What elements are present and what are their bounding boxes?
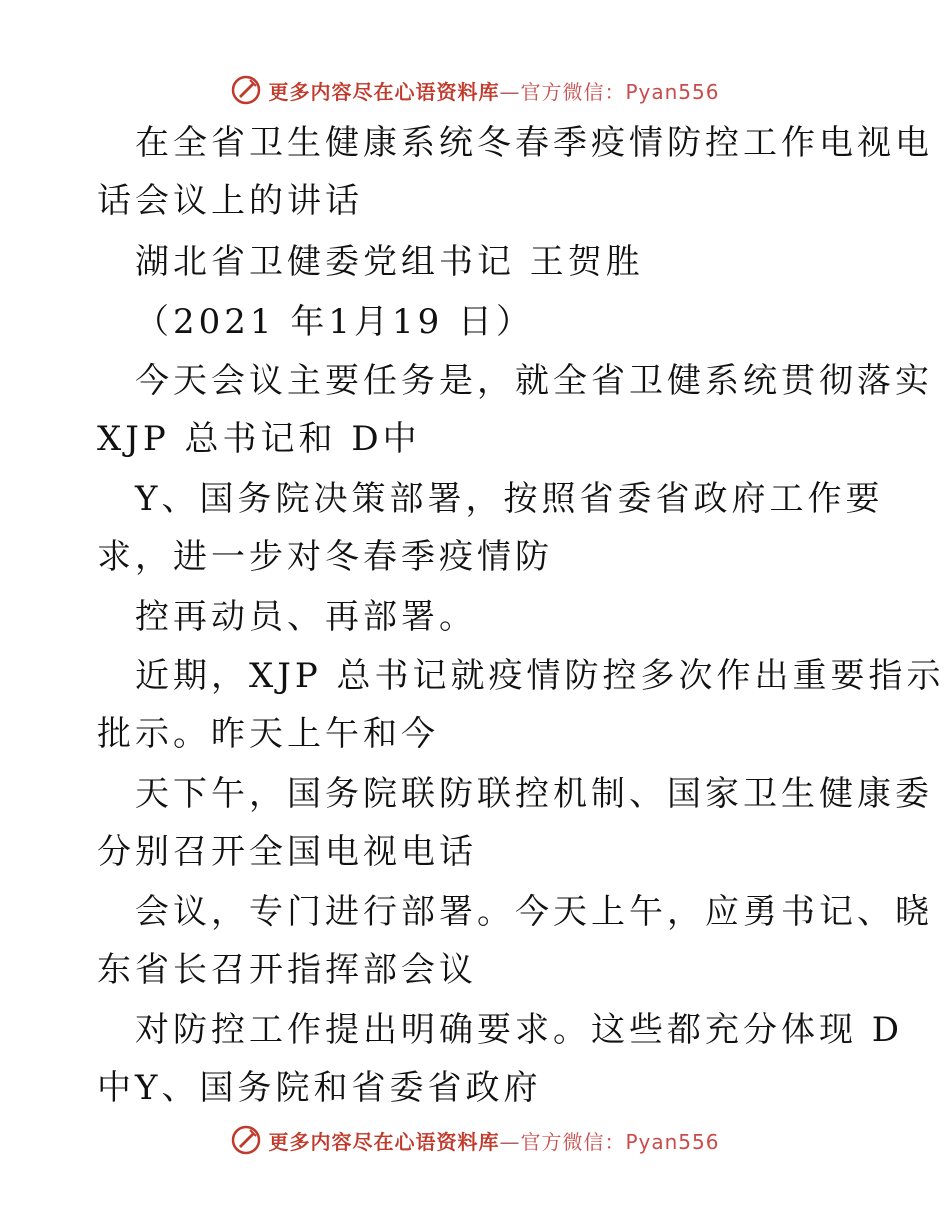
watermark-dash: — <box>499 79 521 104</box>
text-line: Y、国务院决策部署，按照省委省政府工作要 <box>135 479 884 519</box>
quill-logo-icon <box>230 74 262 106</box>
watermark-dash: — <box>499 1129 521 1154</box>
footer-watermark <box>0 1120 950 1160</box>
title-line-1: 在全省卫生健康系统冬春季疫情防控工作电视电 <box>135 123 933 163</box>
watermark-wechat: 官方微信：Pyan556 <box>520 1129 720 1154</box>
text-line: XJP 总书记和 D中 <box>97 419 421 459</box>
quill-logo-icon <box>230 1124 262 1156</box>
watermark-text <box>268 1126 719 1155</box>
date-line: （2021 年1月19 日） <box>135 302 535 342</box>
watermark-brand: 更多内容尽在心语资料库 <box>268 1129 500 1154</box>
text-line: 会议，专门进行部署。今天上午，应勇书记、晓 <box>135 892 933 932</box>
text-line: 求，进一步对冬春季疫情防 <box>97 537 553 577</box>
text-line: 分别召开全国电视电话 <box>97 832 477 872</box>
text-line: 近期，XJP 总书记就疫情防控多次作出重要指示 <box>135 656 945 696</box>
text-line: 批示。昨天上午和今 <box>97 714 439 754</box>
text-line: 中Y、国务院和省委省政府 <box>97 1068 542 1108</box>
text-line: 东省长召开指挥部会议 <box>97 950 477 990</box>
text-line: 控再动员、再部署。 <box>135 597 477 637</box>
text-line: 天下午，国务院联防联控机制、国家卫生健康委 <box>135 774 933 814</box>
watermark-wechat: 官方微信：Pyan556 <box>520 79 720 104</box>
title-line-2: 话会议上的讲话 <box>97 181 363 221</box>
text-line: 对防控工作提出明确要求。这些都充分体现 D <box>135 1010 904 1050</box>
watermark-text <box>268 76 719 105</box>
watermark-brand: 更多内容尽在心语资料库 <box>268 79 500 104</box>
author-line: 湖北省卫健委党组书记 王贺胜 <box>135 242 644 282</box>
text-line: 今天会议主要任务是，就全省卫健系统贯彻落实 <box>135 361 933 401</box>
header-watermark <box>0 70 950 110</box>
